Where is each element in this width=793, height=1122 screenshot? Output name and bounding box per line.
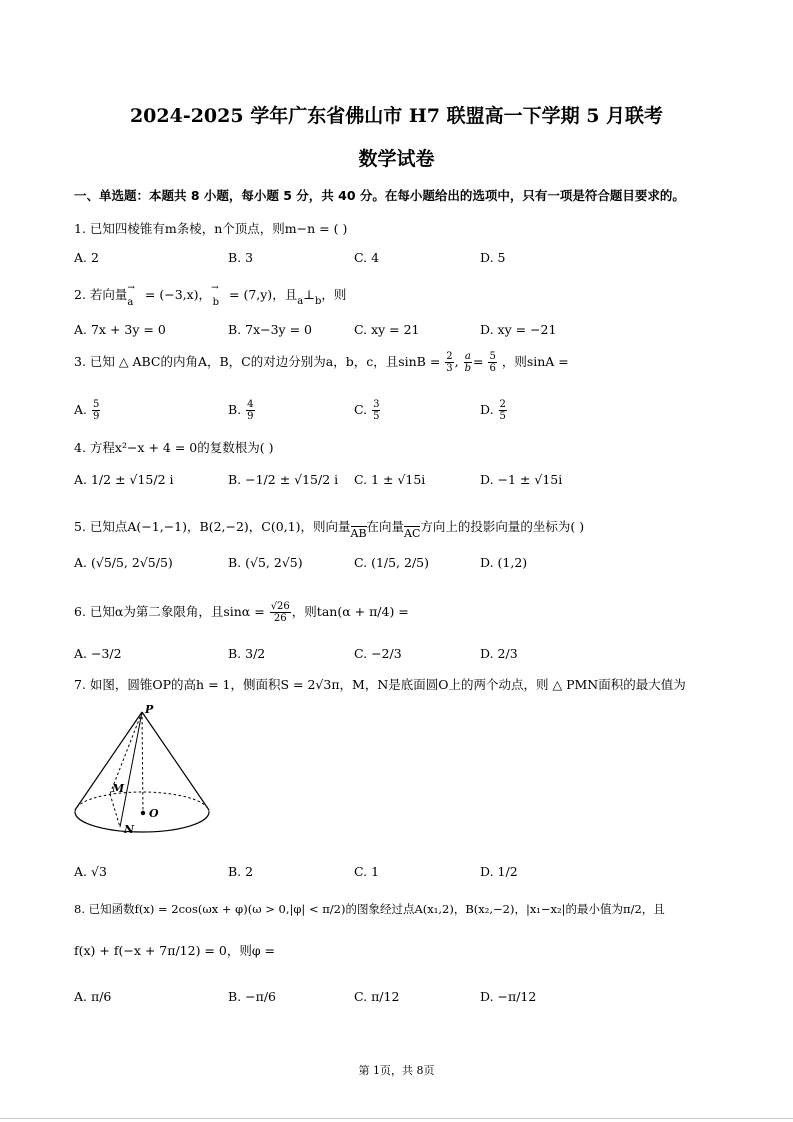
question-3-option-c: C. $\frac{3}{5}$ [354,399,380,422]
question-1-option-a: A. 2 [74,250,99,265]
question-8-stem-line2: f(x) + f(−x + 7π/12) = 0，则φ = [74,943,276,958]
cone-right-edge [142,712,209,810]
question-6-stem: 6. 已知α为第二象限角，且sinα = $\frac{√26}{26}$ ，则tan(α + π/4) = [74,601,409,624]
question-3-stem: 3. 已知 △ ABC的内角A，B，C的对边分别为a，b，c，且sinB = $\frac{2}{3}$ , $\frac{a}{b}$ = $\frac{5}{6}$ ，则sinA = [74,351,569,374]
question-4-option-a: A. 1/2 ± √15/2 i [74,472,174,487]
question-3-option-d: D. $\frac{2}{5}$ [480,399,506,422]
label-o: O [149,807,159,820]
question-5-option-b: B. (√5, 2√5) [228,555,303,570]
page-subtitle: 数学试卷 [358,148,435,170]
segment-mn [110,794,120,827]
question-5-option-a: A. (√5/5, 2√5/5) [74,555,173,570]
question-2-stem: 2. 若向量$_a$→ = (−3,x)，→$_b$ = (7,y)，且$_a\perp_b$，则 [74,283,347,308]
question-2-option-a: A. 7x + 3y = 0 [74,322,166,337]
label-p: P [145,703,154,716]
segment-pn [120,712,142,827]
page-title: 2024-2025 学年广东省佛山市 H7 联盟高一下学期 5 月联考 [129,105,664,127]
question-7-option-a: A. √3 [74,864,107,879]
question-5-stem: 5. 已知点A(−1,−1)，B(2,−2)，C(0,1)，则向量AB在向量AC方向上的投影向量的坐标为( ) [74,519,585,540]
cone-figure [70,700,215,840]
segment-po [142,712,143,813]
question-2-option-d: D. xy = −21 [480,322,557,337]
question-2-option-b: B. 7x−3y = 0 [228,322,312,337]
question-7-option-b: B. 2 [228,864,254,879]
section-heading: 一、单选题：本题共 8 小题，每小题 5 分，共 40 分。在每小题给出的选项中，只有一项是符合题目要求的。 [74,188,685,203]
center-point-o [141,811,145,815]
question-7-option-d: D. 1/2 [480,864,518,879]
question-4-stem: 4. 方程x²−x + 4 = 0的复数根为( ) [74,440,274,455]
question-4-option-b: B. −1/2 ± √15/2 i [228,472,339,487]
question-4-option-c: C. 1 ± √15i [354,472,426,487]
cone-base-front-arc [75,812,209,832]
question-1-option-b: B. 3 [228,250,254,265]
question-8-option-b: B. −π/6 [228,989,276,1004]
cone-left-edge [75,712,142,810]
page-footer: 第 1页，共 8页 [358,1064,435,1077]
question-7-option-c: C. 1 [354,864,380,879]
question-8-option-d: D. −π/12 [480,989,537,1004]
page-bottom-divider [0,1118,793,1119]
question-4-option-d: D. −1 ± √15i [480,472,563,487]
question-3-option-b: B. $\frac{4}{9}$ [228,399,254,422]
question-6-option-d: D. 2/3 [480,646,518,661]
question-2-option-c: C. xy = 21 [354,322,420,337]
question-8-option-c: C. π/12 [354,989,400,1004]
question-5-option-c: C. (1/5, 2/5) [354,555,429,570]
question-8-option-a: A. π/6 [74,989,112,1004]
question-5-option-d: D. (1,2) [480,555,528,570]
label-m: M [112,782,125,795]
cone-base-back-arc [75,792,209,812]
question-3-option-a: A. $\frac{5}{9}$ [74,399,100,422]
question-6-option-b: B. 3/2 [228,646,266,661]
question-8-stem-line1: 8. 已知函数f(x) = 2cos(ωx + φ)(ω > 0,|φ| < π/2)的图象经过点A(x₁,2)，B(x₂,−2)，|x₁−x₂|的最小值为π/2，且 [74,902,665,916]
question-1-option-d: D. 5 [480,250,506,265]
question-6-option-c: C. −2/3 [354,646,402,661]
question-7-stem: 7. 如图，圆锥OP的高h = 1，侧面积S = 2√3π，M，N是底面圆O上的两个动点，则 △ PMN面积的最大值为 [74,677,686,692]
question-1-option-c: C. 4 [354,250,380,265]
question-1-stem: 1. 已知四棱锥有m条棱，n个顶点，则m−n = ( ) [74,221,348,236]
label-n: N [124,823,135,836]
question-6-option-a: A. −3/2 [74,646,122,661]
